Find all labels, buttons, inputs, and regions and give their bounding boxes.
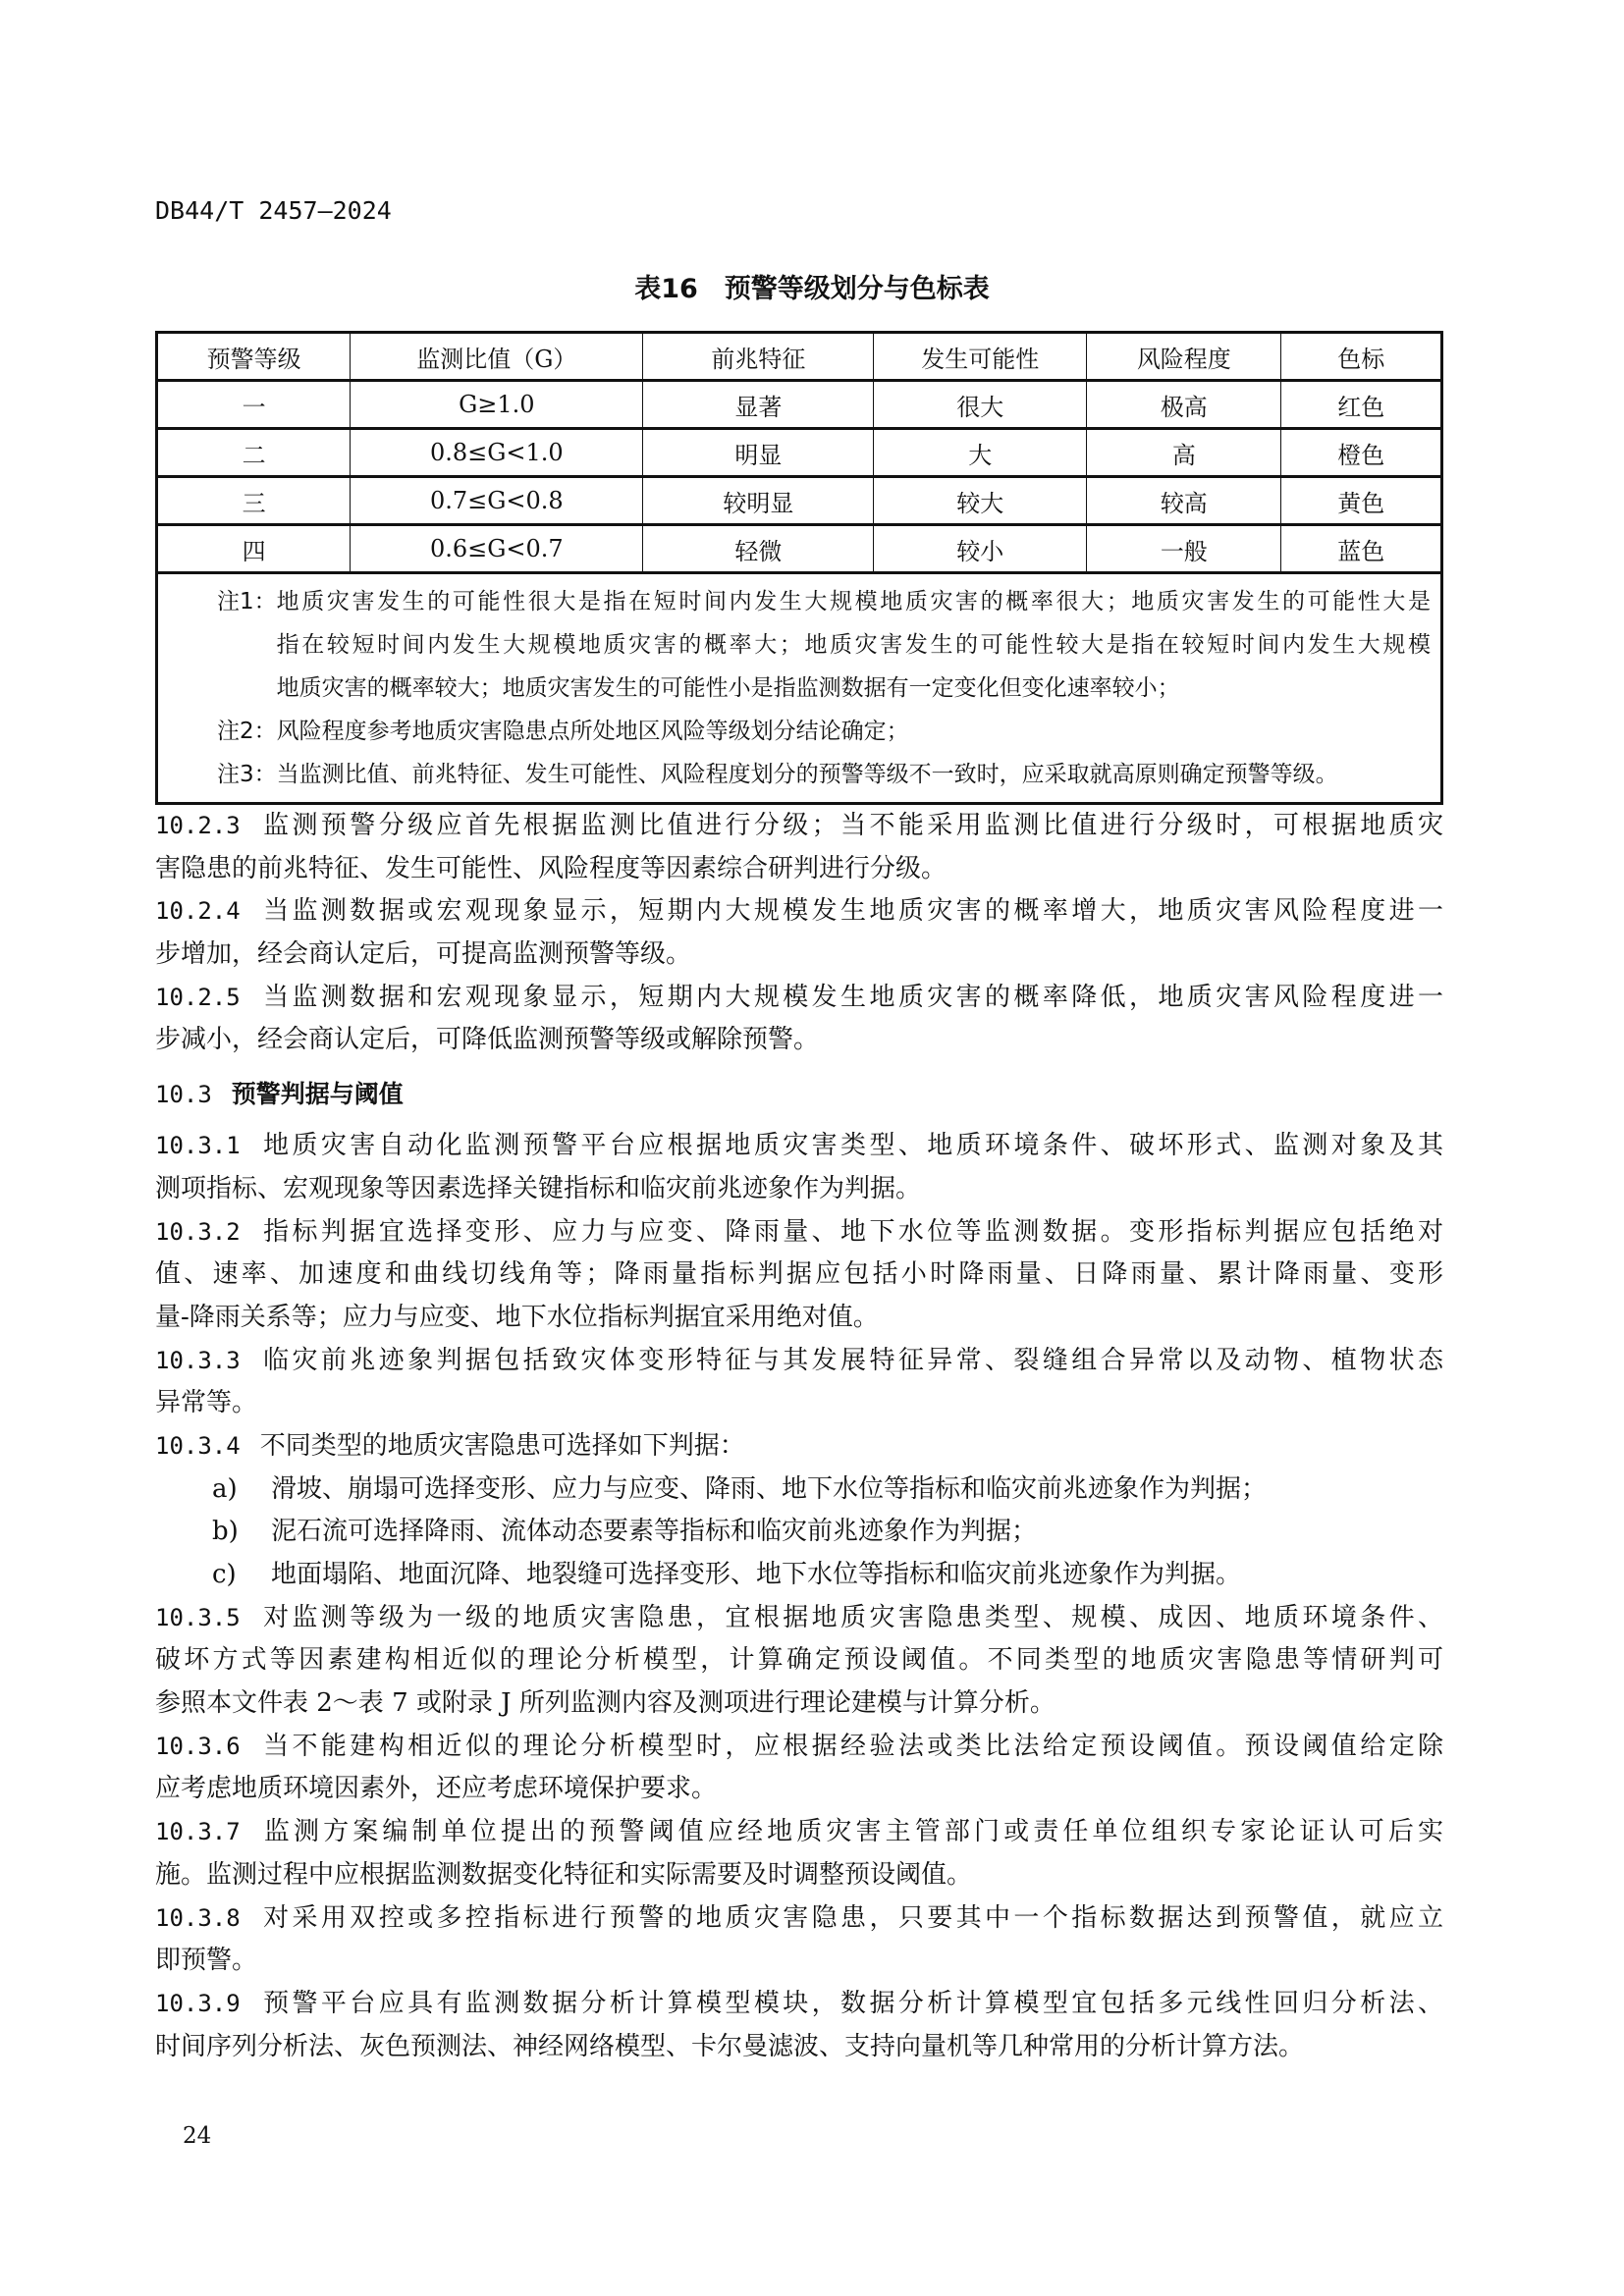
- table-cell: 0.6≤G<0.7: [351, 525, 643, 573]
- note-text: [277, 580, 1431, 710]
- table-note: [217, 753, 1431, 796]
- list-item-text: 地面塌陷、地面沉降、地裂缝可选择变形、地下水位等指标和临灾前兆迹象作为判据。: [271, 1560, 1242, 1589]
- table-cell: 红色: [1281, 381, 1442, 429]
- clause-line: [155, 1897, 1443, 1941]
- clause-text: 时间序列分析法、灰色预测法、神经网络模型、卡尔曼滤波、支持向量机等几种常用的分析计算方法。: [155, 2031, 1305, 2061]
- clause-line: [155, 1940, 1443, 1983]
- list-item-label: c): [212, 1560, 237, 1589]
- clause-text: 预警平台应具有监测数据分析计算模型模块，数据分析计算模型宜包括多元线性回归分析法、: [259, 1988, 1443, 2018]
- clause-text: 对监测等级为一级的地质灾害隐患，宜根据地质灾害隐患类型、规模、成因、地质环境条件、: [259, 1602, 1443, 1632]
- list-item-label: b): [212, 1517, 239, 1547]
- clause-number: 10.3.5: [155, 1603, 241, 1631]
- clause-line: [155, 1019, 1443, 1062]
- clause-number: 10.2.4: [155, 897, 241, 926]
- clause-number: 10.3.1: [155, 1132, 241, 1160]
- clause-number: 10.2.5: [155, 983, 241, 1011]
- clause-text: 不同类型的地质灾害隐患可选择如下判据：: [259, 1430, 745, 1461]
- table-cell: 橙色: [1281, 429, 1442, 477]
- note-line: 地质灾害发生的可能性很大是指在短时间内发生大规模地质灾害的概率很大；地质灾害发生的可能性大是: [276, 589, 1431, 614]
- table-cell: 0.7≤G<0.8: [351, 477, 643, 525]
- section-number: 10.3: [155, 1081, 212, 1109]
- document-body: [155, 805, 1443, 2068]
- clause-text: 测项指标、宏观现象等因素选择关键指标和临灾前兆迹象作为判据。: [155, 1173, 922, 1203]
- table-row: [157, 477, 1442, 525]
- table-title: 表16 预警等级划分与色标表: [634, 274, 990, 304]
- table-cell: 明显: [643, 429, 874, 477]
- table-cell: 蓝色: [1281, 525, 1442, 573]
- clause-line: [155, 1425, 1443, 1468]
- clause-text: 当不能建构相近似的理论分析模型时，应根据经验法或类比法给定预设阈值。预设阈值给定除: [259, 1731, 1443, 1761]
- note-line: 风险程度参考地质灾害隐患点所处地区风险等级划分结论确定；: [276, 719, 909, 744]
- clause-line: [155, 1682, 1443, 1726]
- clause-text: 值、速率、加速度和曲线切线角等；降雨量指标判据应包括小时降雨量、日降雨量、累计降雨量、变形: [155, 1259, 1443, 1290]
- page-number: 24: [183, 2123, 212, 2149]
- table-cell: 二: [157, 429, 351, 477]
- clause-number: 10.3.7: [155, 1818, 241, 1846]
- clause-text: 应考虑地质环境因素外，还应考虑环境保护要求。: [155, 1774, 718, 1804]
- column-header: 监测比值（G）: [351, 333, 643, 381]
- note-line: 指在较短时间内发生大规模地质灾害的概率大；地质灾害发生的可能性较大是指在较短时间内发生大规模: [276, 632, 1431, 658]
- table-cell: 较大: [874, 477, 1087, 525]
- column-header: 预警等级: [157, 333, 351, 381]
- column-header: 色标: [1281, 333, 1442, 381]
- clause-line: [155, 1297, 1443, 1340]
- note-label: 注3：: [217, 762, 277, 787]
- list-item-text: 泥石流可选择降雨、流体动态要素等指标和临灾前兆迹象作为判据；: [271, 1517, 1038, 1547]
- note-line: 当监测比值、前兆特征、发生可能性、风险程度划分的预警等级不一致时，应采取就高原则确定预警等级。: [276, 762, 1338, 787]
- table-cell: 一般: [1087, 525, 1281, 573]
- clause-line: [155, 1168, 1443, 1211]
- table-cell: 较明显: [643, 477, 874, 525]
- table-cell: 极高: [1087, 381, 1281, 429]
- column-header: 发生可能性: [874, 333, 1087, 381]
- clause-line: [155, 1726, 1443, 1769]
- clause-line: [155, 1382, 1443, 1425]
- document-header: DB44/T 2457—2024: [155, 196, 392, 225]
- clause-text: 当监测数据或宏观现象显示，短期内大规模发生地质灾害的概率增大，地质灾害风险程度进一: [259, 896, 1443, 927]
- clause-text: 地质灾害自动化监测预警平台应根据地质灾害类型、地质环境条件、破坏形式、监测对象及其: [259, 1131, 1443, 1161]
- table-cell: 一: [157, 381, 351, 429]
- clause-number: 10.3.2: [155, 1217, 241, 1246]
- table-cell: G≥1.0: [351, 381, 643, 429]
- table-note: [217, 710, 1431, 753]
- table-cell: 显著: [643, 381, 874, 429]
- table-note: [217, 580, 1431, 710]
- table-row: [157, 381, 1442, 429]
- clause-line: [155, 848, 1443, 891]
- clause-text: 施。监测过程中应根据监测数据变化特征和实际需要及时调整预设阈值。: [155, 1859, 973, 1890]
- clause-line: [155, 1211, 1443, 1255]
- table-cell: 大: [874, 429, 1087, 477]
- clause-text: 破坏方式等因素建构相近似的理论分析模型，计算确定预设阈值。不同类型的地质灾害隐患等情研判可: [155, 1645, 1443, 1676]
- clause-line: [155, 1597, 1443, 1640]
- clause-number: 10.3.8: [155, 1903, 241, 1932]
- clause-line: [155, 1254, 1443, 1297]
- note-label: 注1：: [217, 589, 277, 614]
- clause-text: 步减小，经会商认定后，可降低监测预警等级或解除预警。: [155, 1025, 820, 1055]
- clause-line: [155, 890, 1443, 934]
- section-title: 预警判据与阈值: [231, 1080, 404, 1109]
- clause-number: 10.3.6: [155, 1732, 241, 1760]
- table-cell: 轻微: [643, 525, 874, 573]
- note-label: 注2：: [217, 719, 277, 744]
- clause-number: 10.2.3: [155, 812, 241, 839]
- clause-text: 即预警。: [155, 1946, 258, 1976]
- clause-line: [155, 977, 1443, 1020]
- clause-number: 10.3.4: [155, 1431, 241, 1460]
- clause-text: 监测预警分级应首先根据监测比值进行分级；当不能采用监测比值进行分级时，可根据地质灾: [259, 811, 1443, 840]
- clause-line: [155, 934, 1443, 977]
- table-cell: 很大: [874, 381, 1087, 429]
- list-item: [155, 1468, 1443, 1512]
- clause-number: 10.3.9: [155, 1989, 241, 2017]
- section-heading: [155, 1062, 1443, 1125]
- table-cell: 较小: [874, 525, 1087, 573]
- table-row: [157, 525, 1442, 573]
- table-header-row: [157, 333, 1442, 381]
- clause-text: 量-降雨关系等；应力与应变、地下水位指标判据宜采用绝对值。: [155, 1302, 879, 1332]
- clause-text: 参照本文件表 2～表 7 或附录 J 所列监测内容及测项进行理论建模与计算分析。: [155, 1688, 1056, 1719]
- clause-line: [155, 1639, 1443, 1682]
- table-cell: 三: [157, 477, 351, 525]
- clause-text: 害隐患的前兆特征、发生可能性、风险程度等因素综合研判进行分级。: [155, 853, 947, 883]
- clause-line: [155, 2026, 1443, 2069]
- list-item-text: 滑坡、崩塌可选择变形、应力与应变、降雨、地下水位等指标和临灾前兆迹象作为判据；: [271, 1473, 1268, 1504]
- table-cell: 四: [157, 525, 351, 573]
- table-cell: 0.8≤G<1.0: [351, 429, 643, 477]
- list-item: [155, 1511, 1443, 1554]
- note-text: [277, 710, 1431, 753]
- clause-text: 指标判据宜选择变形、应力与应变、降雨量、地下水位等监测数据。变形指标判据应包括绝对: [259, 1216, 1443, 1247]
- clause-text: 异常等。: [155, 1388, 258, 1418]
- warning-level-table: [155, 331, 1443, 805]
- clause-line: [155, 1811, 1443, 1854]
- clause-text: 临灾前兆迹象判据包括致灾体变形特征与其发展特征异常、裂缝组合异常以及动物、植物状态: [259, 1345, 1443, 1375]
- clause-line: [155, 1125, 1443, 1168]
- clause-line: [155, 1983, 1443, 2026]
- clause-line: [155, 1854, 1443, 1897]
- clause-text: 当监测数据和宏观现象显示，短期内大规模发生地质灾害的概率降低，地质灾害风险程度进一: [259, 982, 1443, 1012]
- clause-line: [155, 1340, 1443, 1383]
- table-cell: 较高: [1087, 477, 1281, 525]
- table-row: [157, 429, 1442, 477]
- note-line: 地质灾害的概率较大；地质灾害发生的可能性小是指监测数据有一定变化但变化速率较小；: [276, 675, 1180, 701]
- clause-text: 步增加，经会商认定后，可提高监测预警等级。: [155, 939, 692, 970]
- clause-text: 监测方案编制单位提出的预警阈值应经地质灾害主管部门或责任单位组织专家论证认可后实: [259, 1817, 1443, 1847]
- table-cell: 黄色: [1281, 477, 1442, 525]
- table-cell: 高: [1087, 429, 1281, 477]
- clause-number: 10.3.3: [155, 1346, 241, 1374]
- clause-line: [155, 1768, 1443, 1811]
- note-text: [277, 753, 1431, 796]
- list-item-label: a): [212, 1473, 238, 1504]
- table-notes: [157, 573, 1442, 804]
- column-header: 前兆特征: [643, 333, 874, 381]
- clause-text: 对采用双控或多控指标进行预警的地质灾害隐患，只要其中一个指标数据达到预警值，就应立: [259, 1902, 1443, 1933]
- column-header: 风险程度: [1087, 333, 1281, 381]
- clause-line: [155, 805, 1443, 848]
- notes-row: [157, 573, 1442, 804]
- list-item: [155, 1554, 1443, 1597]
